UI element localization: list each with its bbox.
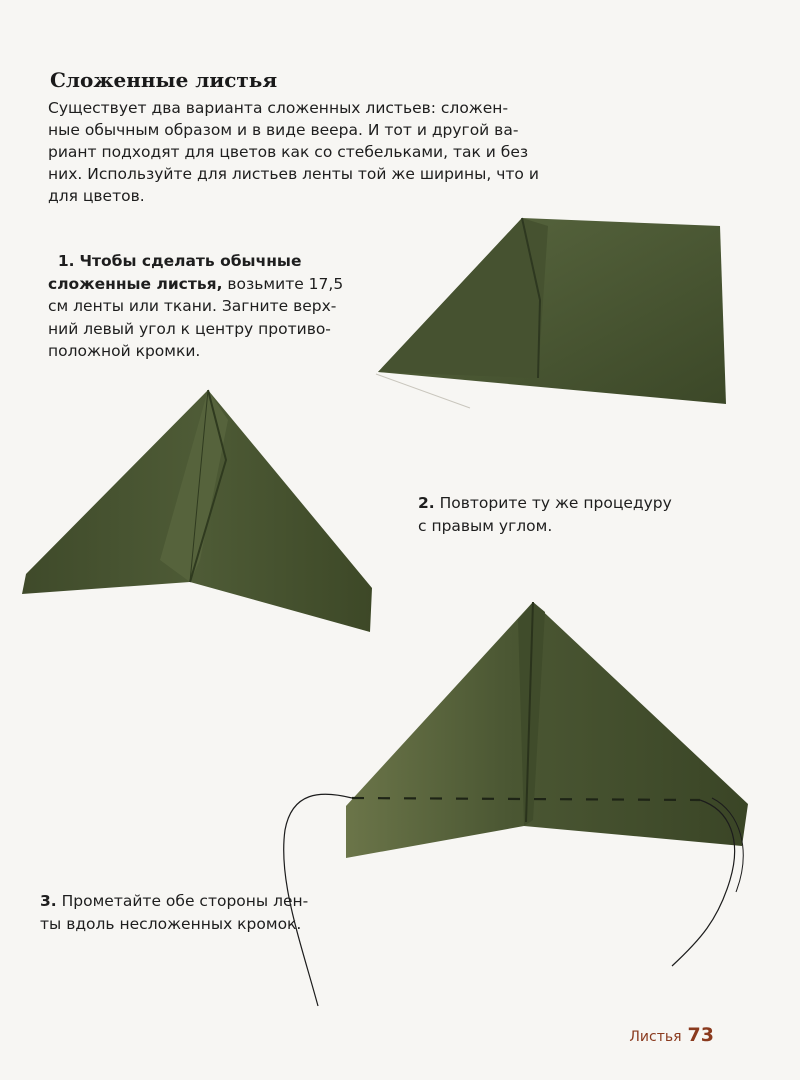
step1-line: см ленты или ткани. Загните верх- [48,297,337,315]
step1-line: положной кромки. [48,342,201,360]
step1-instruction [48,250,344,363]
step3-line: ты вдоль несложенных кромок. [40,915,302,933]
step2-ribbon-photo [22,390,372,632]
page-title: Сложенные листья [50,68,278,92]
step2-number: 2. [418,494,435,512]
step1-ribbon-photo [376,218,726,408]
step1-line: ний левый угол к центру противо- [48,319,331,338]
page-footer [629,1024,714,1046]
step1-bold-line: Чтобы сделать обычные [79,252,302,270]
intro-paragraph [48,97,539,207]
step1-bold-line: сложенные листья, [48,274,223,293]
step3-instruction [40,890,308,936]
intro-line: ные обычным образом и в виде веера. И тот и другой ва- [48,121,519,139]
step1-trail: возьмите 17,5 [222,274,344,293]
intro-line: риант подходят для цветов как со стебельками, так и без [48,143,529,161]
step3-line: Прометайте обе стороны лен- [61,892,309,910]
step3-number: 3. [40,892,57,910]
step2-line: Повторите ту же процедуру [439,494,672,512]
step1-number: 1. [57,252,75,270]
page-number: 73 [687,1024,714,1046]
intro-line: Существует два варианта сложенных листьев: сложен- [48,99,509,117]
step2-line: с правым углом. [418,517,553,535]
section-name: Листья [629,1029,682,1045]
step2-instruction [418,492,672,538]
intro-line: них. Используйте для листьев ленты той же ширины, что и [48,165,539,183]
intro-line: для цветов. [48,187,145,205]
step3-ribbon-photo [284,602,748,1006]
